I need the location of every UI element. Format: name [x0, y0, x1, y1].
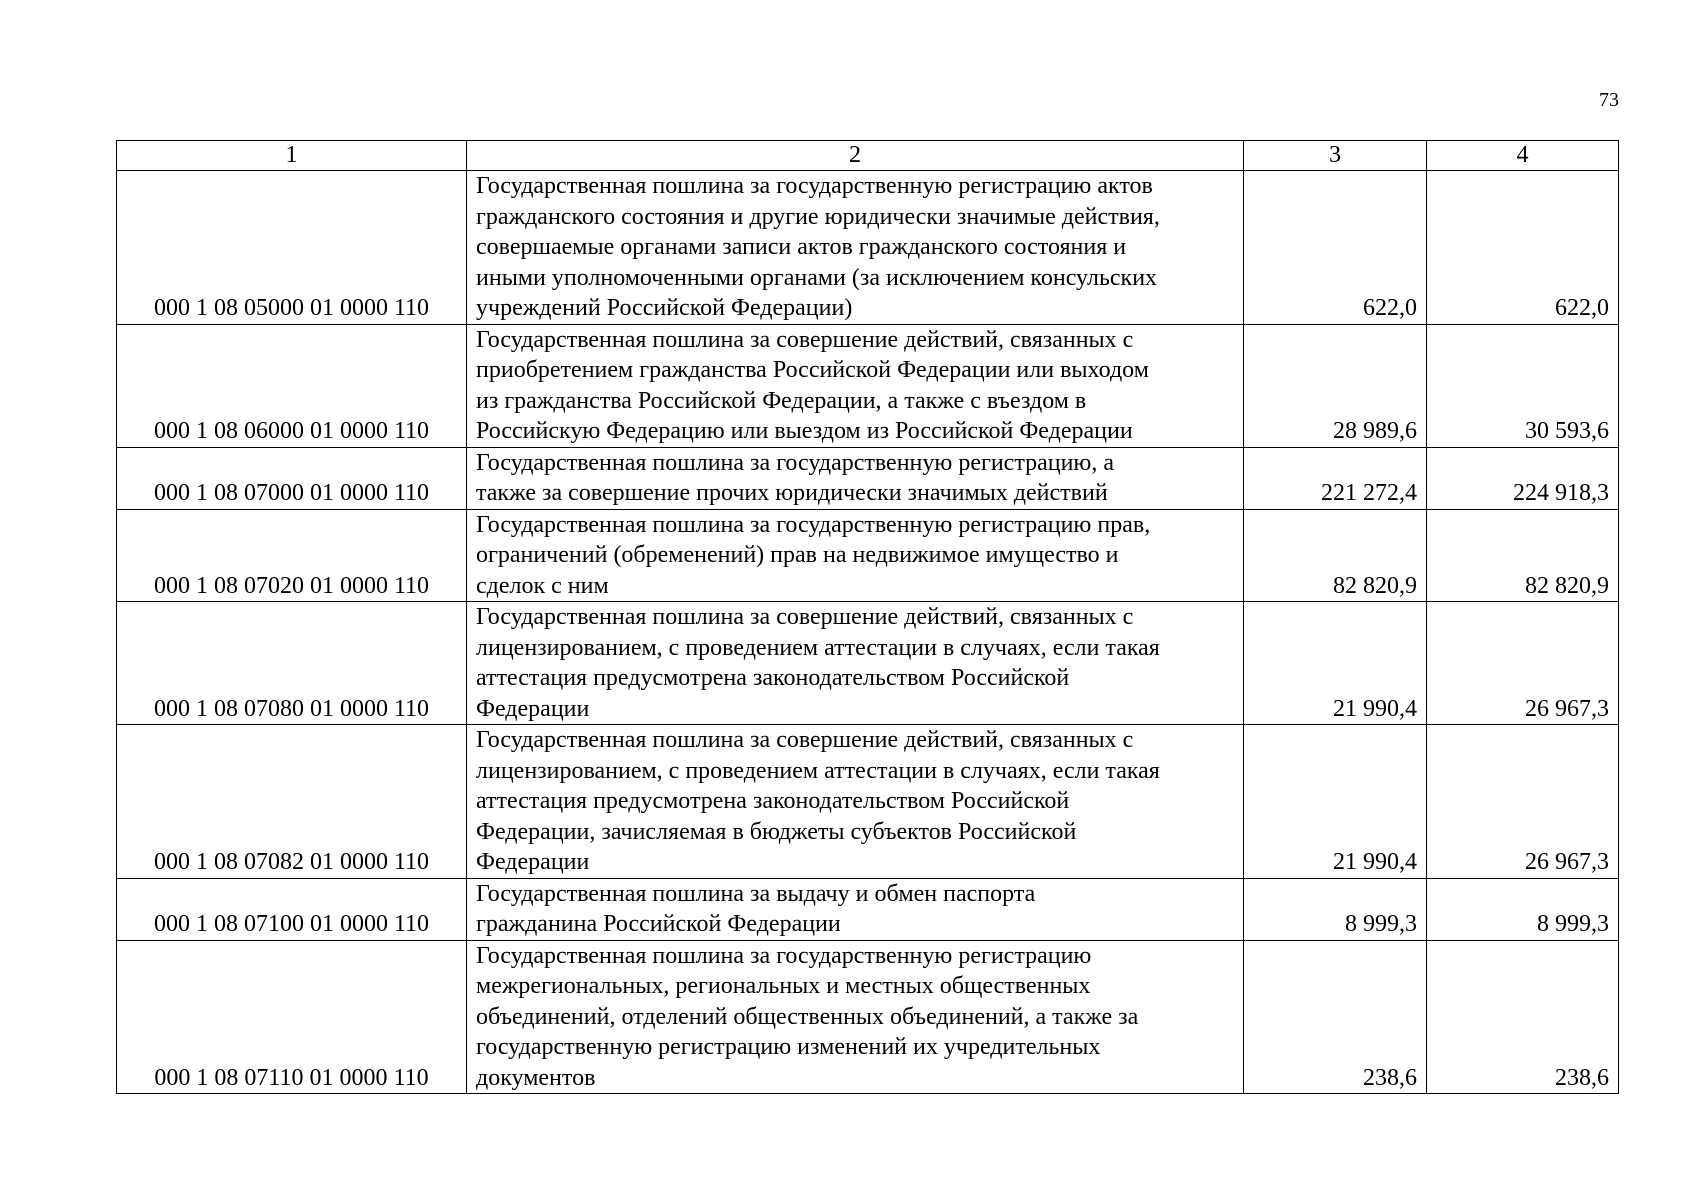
budget-code-cell: 000 1 08 05000 01 0000 110	[117, 171, 467, 325]
description-line: Государственная пошлина за государственную регистрацию прав,	[476, 511, 1151, 538]
budget-code-cell: 000 1 08 07000 01 0000 110	[117, 447, 467, 509]
amount-col4-cell: 26 967,3	[1427, 602, 1619, 725]
amount-col3-cell: 238,6	[1244, 940, 1427, 1094]
description-line: учреждений Российской Федерации)	[476, 295, 853, 321]
budget-code-cell: 000 1 08 07110 01 0000 110	[117, 940, 467, 1094]
table-row	[117, 509, 1619, 602]
description-line: аттестация предусмотрена законодательством Российской	[476, 788, 1070, 814]
table-row	[117, 447, 1619, 509]
description-line: совершаемые органами записи актов гражданского состояния и	[476, 234, 1127, 260]
budget-table	[116, 140, 1619, 1094]
amount-col3-cell: 21 990,4	[1244, 602, 1427, 725]
description-line: гражданского состояния и другие юридически значимые действия,	[476, 203, 1160, 230]
description-cell	[467, 940, 1244, 1094]
description-line: Федерации	[476, 695, 590, 722]
column-header-2: 2	[467, 141, 1244, 171]
description-line: Государственная пошлина за государственную регистрацию	[476, 942, 1092, 969]
description-line: гражданина Российской Федерации	[476, 911, 841, 937]
column-header-4: 4	[1427, 141, 1619, 171]
amount-col4-cell: 8 999,3	[1427, 878, 1619, 940]
column-header-3: 3	[1244, 141, 1427, 171]
table-row	[117, 602, 1619, 725]
description-line: документов	[476, 1064, 596, 1091]
description-line: Государственная пошлина за совершение действий, связанных с	[476, 727, 1134, 753]
budget-code-cell: 000 1 08 07020 01 0000 110	[117, 509, 467, 602]
amount-col3-cell: 21 990,4	[1244, 725, 1427, 879]
description-cell	[467, 447, 1244, 509]
description-cell	[467, 725, 1244, 879]
description-cell	[467, 602, 1244, 725]
description-line: ограничений (обременений) прав на недвижимое имущество и	[476, 542, 1119, 568]
budget-code-cell: 000 1 08 07080 01 0000 110	[117, 602, 467, 725]
header-row	[117, 141, 1619, 171]
description-line: лицензированием, с проведением аттестации в случаях, если такая	[476, 757, 1160, 784]
amount-col4-cell: 82 820,9	[1427, 509, 1619, 602]
description-cell	[467, 509, 1244, 602]
description-line: Федерации, зачисляемая в бюджеты субъектов Российской	[476, 818, 1077, 845]
budget-code-cell: 000 1 08 07100 01 0000 110	[117, 878, 467, 940]
amount-col3-cell: 28 989,6	[1244, 324, 1427, 447]
description-line: иными уполномоченными органами (за исключением консульских	[476, 264, 1158, 291]
budget-code-cell: 000 1 08 06000 01 0000 110	[117, 324, 467, 447]
amount-col3-cell: 622,0	[1244, 171, 1427, 325]
amount-col4-cell: 224 918,3	[1427, 447, 1619, 509]
amount-col4-cell: 26 967,3	[1427, 725, 1619, 879]
column-header-1: 1	[117, 141, 467, 171]
amount-col4-cell: 30 593,6	[1427, 324, 1619, 447]
description-line: Государственная пошлина за выдачу и обмен паспорта	[476, 880, 1036, 907]
amount-col4-cell: 238,6	[1427, 940, 1619, 1094]
description-line: приобретением гражданства Российской Федерации или выходом	[476, 357, 1149, 383]
description-line: лицензированием, с проведением аттестации в случаях, если такая	[476, 634, 1160, 661]
table-row	[117, 171, 1619, 325]
description-line: Государственная пошлина за совершение действий, связанных с	[476, 326, 1134, 353]
table-row	[117, 878, 1619, 940]
description-line: межрегиональных, региональных и местных общественных	[476, 973, 1091, 999]
description-line: также за совершение прочих юридически значимых действий	[476, 480, 1108, 506]
description-line: из гражданства Российской Федерации, а также с въездом в	[476, 387, 1087, 414]
table-row	[117, 324, 1619, 447]
table-row	[117, 940, 1619, 1094]
page-number: 73	[1599, 89, 1619, 111]
budget-code-cell: 000 1 08 07082 01 0000 110	[117, 725, 467, 879]
description-line: Федерации	[476, 849, 590, 875]
description-cell	[467, 324, 1244, 447]
description-line: сделок с ним	[476, 572, 609, 599]
description-line: Российскую Федерацию или выездом из Российской Федерации	[476, 418, 1133, 444]
description-line: объединений, отделений общественных объединений, а также за	[476, 1003, 1139, 1030]
table-row	[117, 725, 1619, 879]
amount-col4-cell: 622,0	[1427, 171, 1619, 325]
description-line: Государственная пошлина за государственную регистрацию, а	[476, 449, 1115, 476]
description-line: аттестация предусмотрена законодательством Российской	[476, 665, 1070, 691]
description-line: Государственная пошлина за государственную регистрацию актов	[476, 173, 1153, 199]
amount-col3-cell: 82 820,9	[1244, 509, 1427, 602]
description-line: государственную регистрацию изменений их учредительных	[476, 1034, 1101, 1060]
description-cell	[467, 878, 1244, 940]
amount-col3-cell: 8 999,3	[1244, 878, 1427, 940]
amount-col3-cell: 221 272,4	[1244, 447, 1427, 509]
description-line: Государственная пошлина за совершение действий, связанных с	[476, 604, 1134, 630]
description-cell	[467, 171, 1244, 325]
